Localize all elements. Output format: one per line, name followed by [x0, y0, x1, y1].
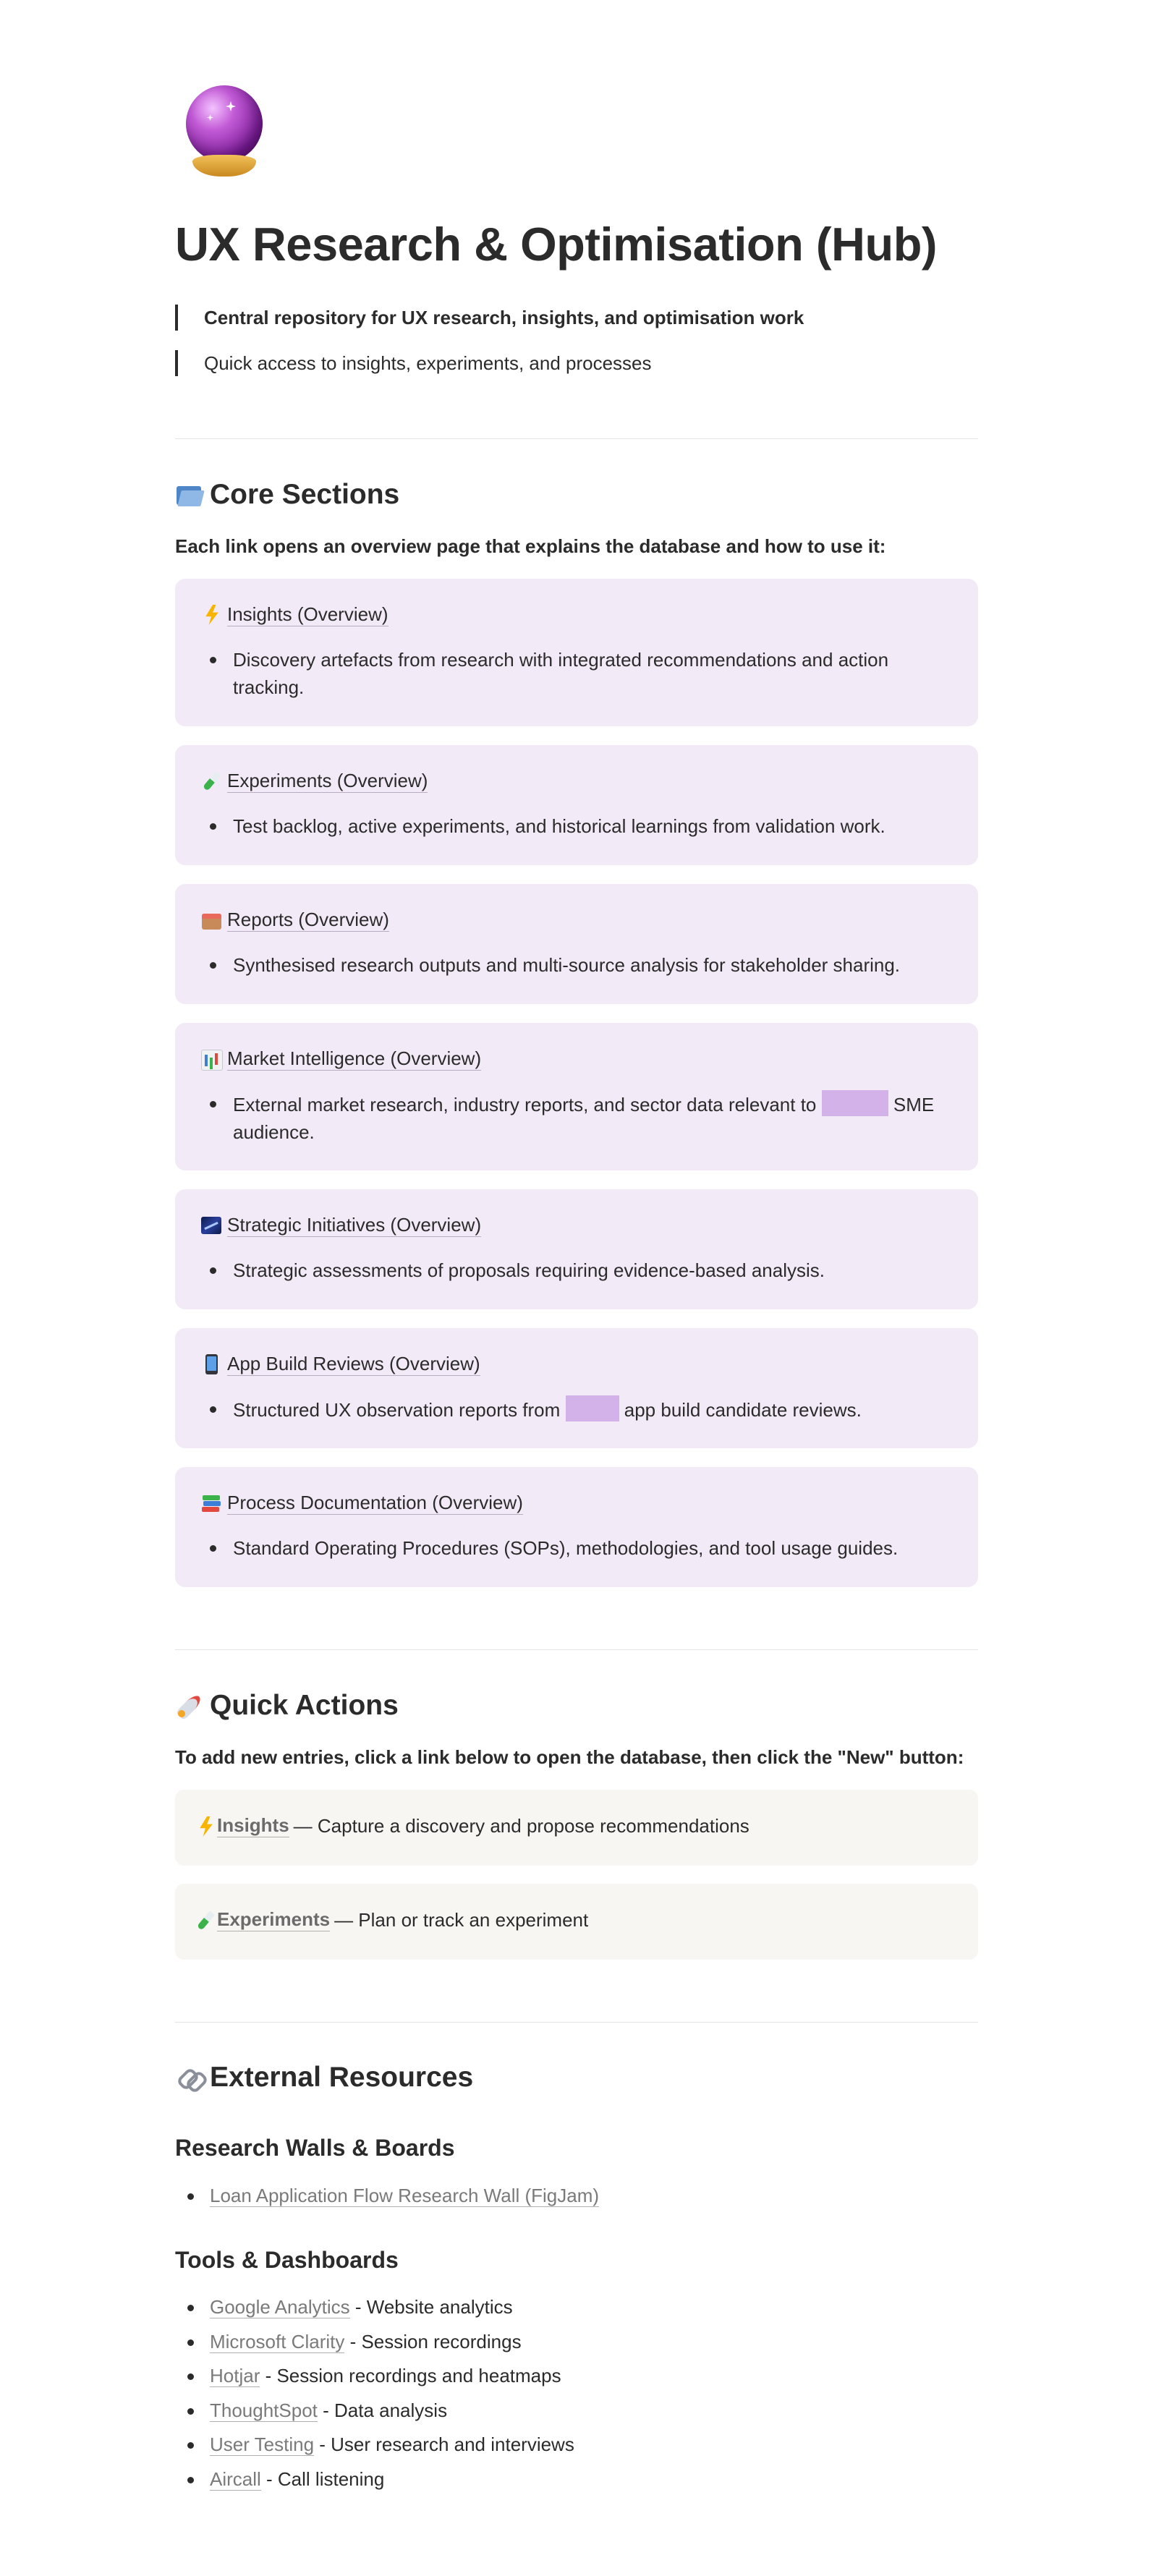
description-text: SME audience.: [233, 1094, 935, 1143]
rocket-icon: [175, 1691, 204, 1720]
card-title[interactable]: [201, 1214, 481, 1237]
card-insights: [175, 579, 978, 726]
microsoft-clarity-link[interactable]: Microsoft Clarity: [210, 2330, 345, 2352]
description-text: External market research, industry reports, and sector data relevant to: [233, 1094, 817, 1115]
card-process-documentation: [175, 1467, 978, 1587]
test-tube-icon: [195, 1910, 213, 1929]
card-experiments: [175, 745, 978, 865]
milky-way-icon: [201, 1215, 221, 1236]
research-walls-heading: Research Walls & Boards: [175, 2135, 455, 2161]
tool-description: - Session recordings: [344, 2330, 522, 2352]
quick-action-text: [195, 1814, 749, 1837]
card-title[interactable]: [201, 603, 388, 626]
tools-dashboards-heading: Tools & Dashboards: [175, 2247, 399, 2273]
divider: [175, 2022, 978, 2023]
quick-actions-heading-text: Quick Actions: [210, 1690, 399, 1721]
card-description: [233, 1090, 949, 1146]
divider: [175, 1649, 978, 1650]
tool-description: - Website analytics: [349, 2296, 513, 2318]
card-reports: [175, 884, 978, 1004]
lightning-icon: [195, 1816, 213, 1835]
research-walls-list: [210, 2179, 599, 2214]
bar-chart-icon: [201, 1049, 221, 1069]
thoughtspot-link[interactable]: ThoughtSpot: [210, 2399, 318, 2421]
quick-action-experiments: [175, 1884, 978, 1960]
core-sections-heading: [175, 479, 399, 511]
card-title[interactable]: [201, 1492, 523, 1515]
test-tube-icon: [201, 771, 221, 791]
list-item: [210, 2359, 574, 2394]
google-analytics-link[interactable]: Google Analytics: [210, 2296, 350, 2318]
lightning-icon: [201, 605, 221, 625]
list-item: [210, 2179, 599, 2214]
card-app-build-reviews: [175, 1328, 978, 1448]
divider: [175, 438, 978, 439]
experiments-overview-link[interactable]: Experiments (Overview): [227, 770, 428, 791]
description-text: Structured UX observation reports from: [233, 1399, 561, 1421]
insights-database-link[interactable]: Insights: [217, 1814, 289, 1836]
folder-icon: [175, 480, 204, 509]
external-resources-heading-text: External Resources: [210, 2062, 474, 2093]
card-title[interactable]: [201, 909, 389, 932]
app-build-reviews-overview-link[interactable]: App Build Reviews (Overview): [227, 1353, 480, 1374]
card-title[interactable]: [201, 1353, 480, 1376]
quote-secondary: Quick access to insights, experiments, and processes: [175, 350, 652, 376]
tool-description: - Data analysis: [317, 2399, 448, 2421]
card-description: [233, 1395, 862, 1424]
list-item: [210, 2290, 574, 2325]
process-documentation-overview-link[interactable]: Process Documentation (Overview): [227, 1492, 523, 1513]
core-sections-intro: Each link opens an overview page that explains the database and how to use it:: [175, 535, 886, 557]
card-description: Test backlog, active experiments, and historical learnings from validation work.: [233, 812, 885, 840]
card-file-box-icon: [201, 910, 221, 930]
experiments-database-link[interactable]: Experiments: [217, 1908, 331, 1930]
crystal-ball-globe: [186, 85, 263, 162]
quick-action-insights: [175, 1790, 978, 1866]
quick-action-text: [195, 1908, 588, 1931]
tools-list: [210, 2290, 574, 2496]
quick-actions-heading: [175, 1690, 399, 1722]
list-item: [210, 2462, 574, 2497]
link-icon: [175, 2063, 204, 2092]
card-description: Strategic assessments of proposals requiring evidence-based analysis.: [233, 1257, 825, 1284]
redacted-text: [822, 1090, 888, 1116]
quick-action-description: — Plan or track an experiment: [334, 1908, 589, 1931]
card-description: Standard Operating Procedures (SOPs), methodologies, and tool usage guides.: [233, 1534, 898, 1562]
description-text: app build candidate reviews.: [624, 1399, 862, 1421]
mobile-phone-icon: [201, 1354, 221, 1374]
external-resources-heading: [175, 2062, 473, 2093]
redacted-text: [566, 1395, 619, 1421]
tool-description: - Call listening: [260, 2467, 385, 2490]
crystal-ball-icon[interactable]: [182, 85, 266, 178]
aircall-link[interactable]: Aircall: [210, 2467, 261, 2490]
card-strategic-initiatives: [175, 1189, 978, 1309]
tool-description: - Session recordings and heatmaps: [260, 2365, 561, 2386]
card-title[interactable]: [201, 770, 428, 793]
market-intelligence-overview-link[interactable]: Market Intelligence (Overview): [227, 1047, 482, 1069]
tool-description: - User research and interviews: [314, 2433, 574, 2455]
figjam-research-wall-link[interactable]: Loan Application Flow Research Wall (FigJam): [210, 2185, 600, 2206]
books-icon: [201, 1493, 221, 1513]
list-item: [210, 2394, 574, 2428]
list-item: [210, 2428, 574, 2462]
user-testing-link[interactable]: User Testing: [210, 2433, 315, 2455]
strategic-initiatives-overview-link[interactable]: Strategic Initiatives (Overview): [227, 1214, 482, 1236]
crystal-ball-base: [192, 155, 256, 177]
card-description: Synthesised research outputs and multi-source analysis for stakeholder sharing.: [233, 951, 900, 979]
core-sections-heading-text: Core Sections: [210, 479, 400, 510]
card-title[interactable]: [201, 1047, 481, 1071]
card-market-intelligence: [175, 1023, 978, 1170]
quick-actions-intro: To add new entries, click a link below to open the database, then click the "New" button:: [175, 1746, 964, 1768]
reports-overview-link[interactable]: Reports (Overview): [227, 909, 389, 930]
quick-action-description: — Capture a discovery and propose recommendations: [293, 1814, 749, 1837]
hotjar-link[interactable]: Hotjar: [210, 2365, 260, 2386]
card-description: Discovery artefacts from research with integrated recommendations and action tracking.: [233, 646, 927, 701]
insights-overview-link[interactable]: Insights (Overview): [227, 603, 388, 625]
page-title: UX Research & Optimisation (Hub): [175, 218, 938, 271]
list-item: [210, 2325, 574, 2360]
quote-primary: Central repository for UX research, insights, and optimisation work: [175, 305, 804, 331]
